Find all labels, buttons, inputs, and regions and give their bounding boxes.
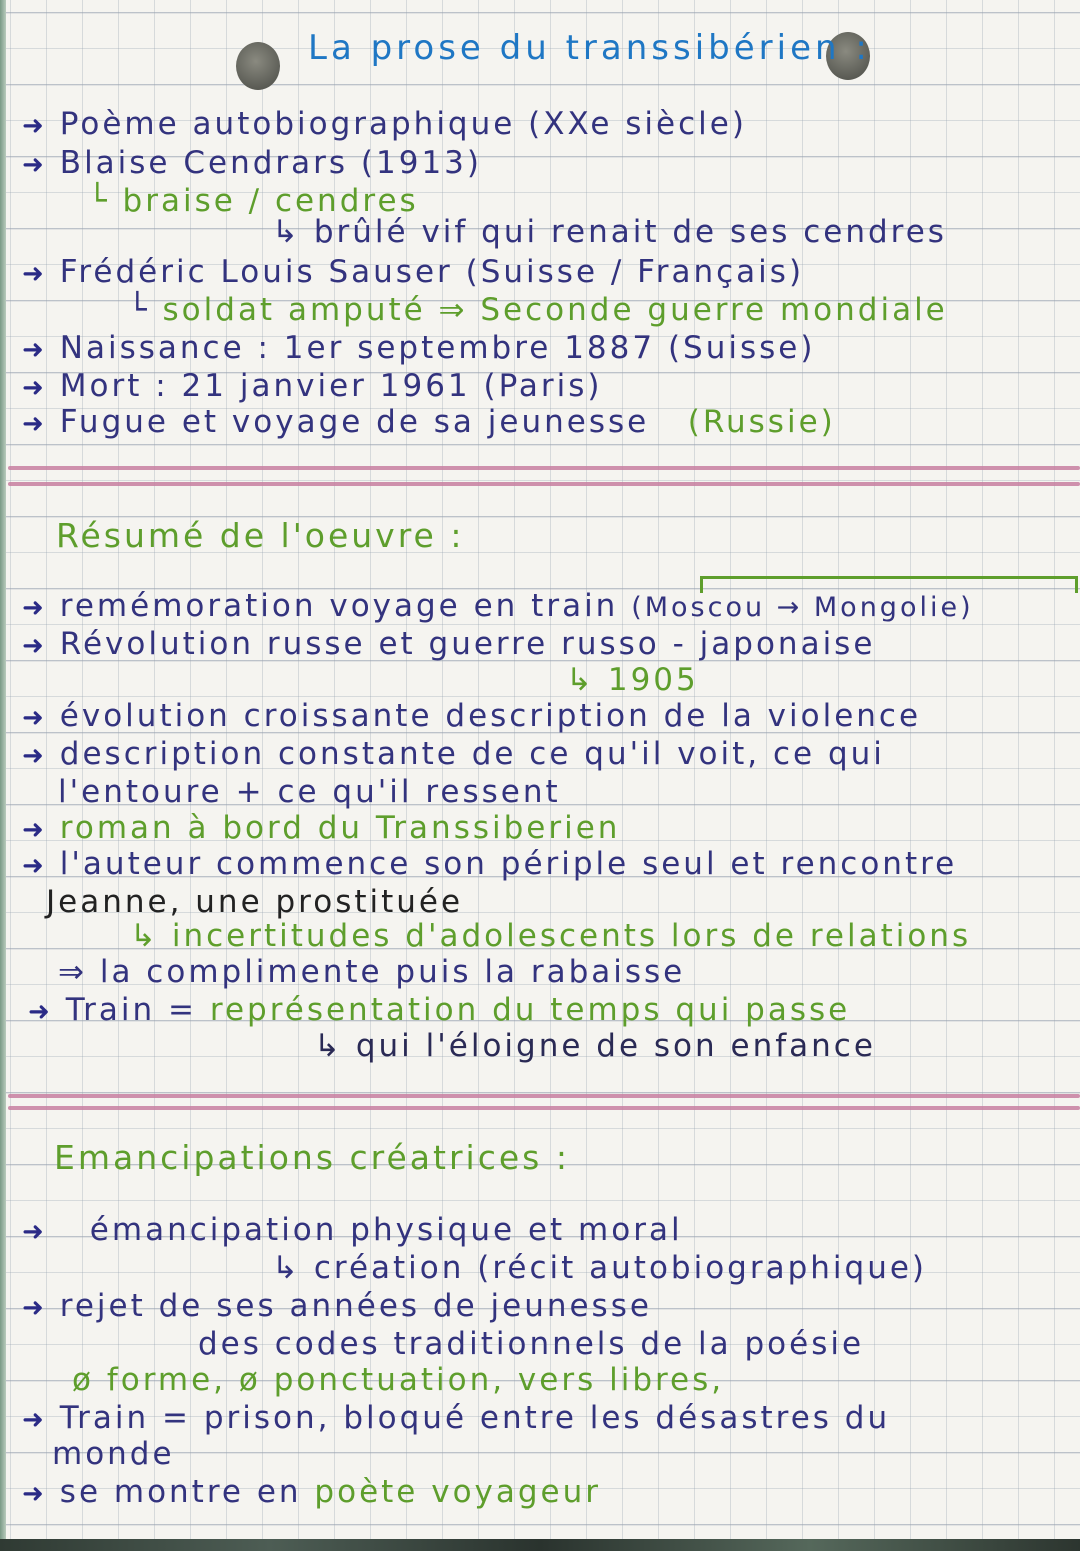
note-line: ➜ évolution croissante description de la violence <box>22 698 922 734</box>
note-line: Jeanne, une prostituée <box>46 884 464 920</box>
margin-line <box>0 0 6 1551</box>
return-arrow-icon: ↳ <box>130 918 159 954</box>
note-line: monde <box>52 1436 175 1472</box>
note-line: ⇒ la complimente puis la rabaisse <box>58 954 686 990</box>
note-line: ➜ Train = prison, bloqué entre les désastres du <box>22 1400 891 1436</box>
divider-line <box>8 1094 1080 1098</box>
arrow-icon: ➜ <box>22 1405 44 1435</box>
arrow-icon: ➜ <box>22 259 44 289</box>
note-line: └ soldat amputé ⇒ Seconde guerre mondiale <box>128 292 948 328</box>
arrow-icon: ➜ <box>22 631 44 661</box>
note-line: ↳ brûlé vif qui renait de ses cendres <box>272 214 947 250</box>
note-line: ➜ Fugue et voyage de sa jeunesse (Russie) <box>22 404 836 440</box>
return-arrow-icon: ↳ <box>566 662 595 698</box>
arrow-icon: ➜ <box>22 593 44 623</box>
page-bottom-edge <box>0 1539 1080 1551</box>
return-arrow-icon: ↳ <box>272 214 301 250</box>
arrow-icon: ➜ <box>22 1293 44 1323</box>
section-heading-resume: Résumé de l'oeuvre : <box>56 516 465 555</box>
arrow-icon: ➜ <box>28 997 50 1027</box>
divider-line <box>8 482 1080 486</box>
note-line: ➜ Mort : 21 janvier 1961 (Paris) <box>22 368 603 404</box>
return-arrow-icon: ↳ <box>272 1250 301 1286</box>
divider-line <box>8 1106 1080 1110</box>
note-line: ➜ Frédéric Louis Sauser (Suisse / Français) <box>22 254 805 290</box>
note-line: ↳ création (récit autobiographique) <box>272 1250 928 1286</box>
note-line: ➜ Naissance : 1er septembre 1887 (Suisse) <box>22 330 816 366</box>
arrow-icon: ➜ <box>22 1479 44 1509</box>
note-line: ➜ roman à bord du Transsiberien <box>22 810 621 846</box>
corner-branch-icon: └ <box>128 292 150 328</box>
arrow-icon: ➜ <box>22 703 44 733</box>
arrow-icon: ➜ <box>22 815 44 845</box>
page-title: La prose du transsibérien : <box>308 28 871 68</box>
note-line: └ braise / cendres <box>88 183 419 219</box>
arrow-icon: ➜ <box>22 111 44 141</box>
note-line: ➜ rejet de ses années de jeunesse <box>22 1288 652 1324</box>
note-line: ➜ l'auteur commence son périple seul et rencontre <box>22 846 958 882</box>
binder-hole-left <box>236 42 280 90</box>
arrow-icon: ➜ <box>22 150 44 180</box>
arrow-icon: ➜ <box>22 1217 44 1247</box>
arrow-icon: ➜ <box>22 373 44 403</box>
double-arrow-icon: ⇒ <box>58 954 87 990</box>
note-line: ↳ 1905 <box>566 662 699 698</box>
arrow-icon: ➜ <box>22 851 44 881</box>
note-line: ↳ qui l'éloigne de son enfance <box>314 1028 876 1064</box>
note-line: ø forme, ø ponctuation, vers libres, <box>72 1362 725 1398</box>
note-line: ➜ description constante de ce qu'il voit, ce qui <box>22 736 885 772</box>
note-line: ➜ Blaise Cendrars (1913) <box>22 145 482 181</box>
return-arrow-icon: ↳ <box>314 1028 343 1064</box>
note-line: ➜ se montre en poète voyageur <box>22 1474 602 1510</box>
arrow-icon: ➜ <box>22 741 44 771</box>
note-line: l'entoure + ce qu'il ressent <box>58 774 561 810</box>
note-line: ↳ incertitudes d'adolescents lors de relations <box>130 918 972 954</box>
arrow-icon: ➜ <box>22 409 44 439</box>
section-heading-emancipations: Emancipations créatrices : <box>54 1138 570 1177</box>
note-line: ➜ remémoration voyage en train (Moscou → Mongolie) <box>22 588 974 624</box>
divider-line <box>8 466 1080 470</box>
note-line: ➜ émancipation physique et moral <box>22 1212 683 1248</box>
note-line: des codes traditionnels de la poésie <box>198 1326 865 1362</box>
arrow-icon: ➜ <box>22 335 44 365</box>
note-line: ➜ Train = représentation du temps qui passe <box>28 992 851 1028</box>
corner-branch-icon: └ <box>88 183 110 219</box>
note-line: ➜ Révolution russe et guerre russo - japonaise <box>22 626 876 662</box>
note-line: ➜ Poème autobiographique (XXe siècle) <box>22 106 747 142</box>
